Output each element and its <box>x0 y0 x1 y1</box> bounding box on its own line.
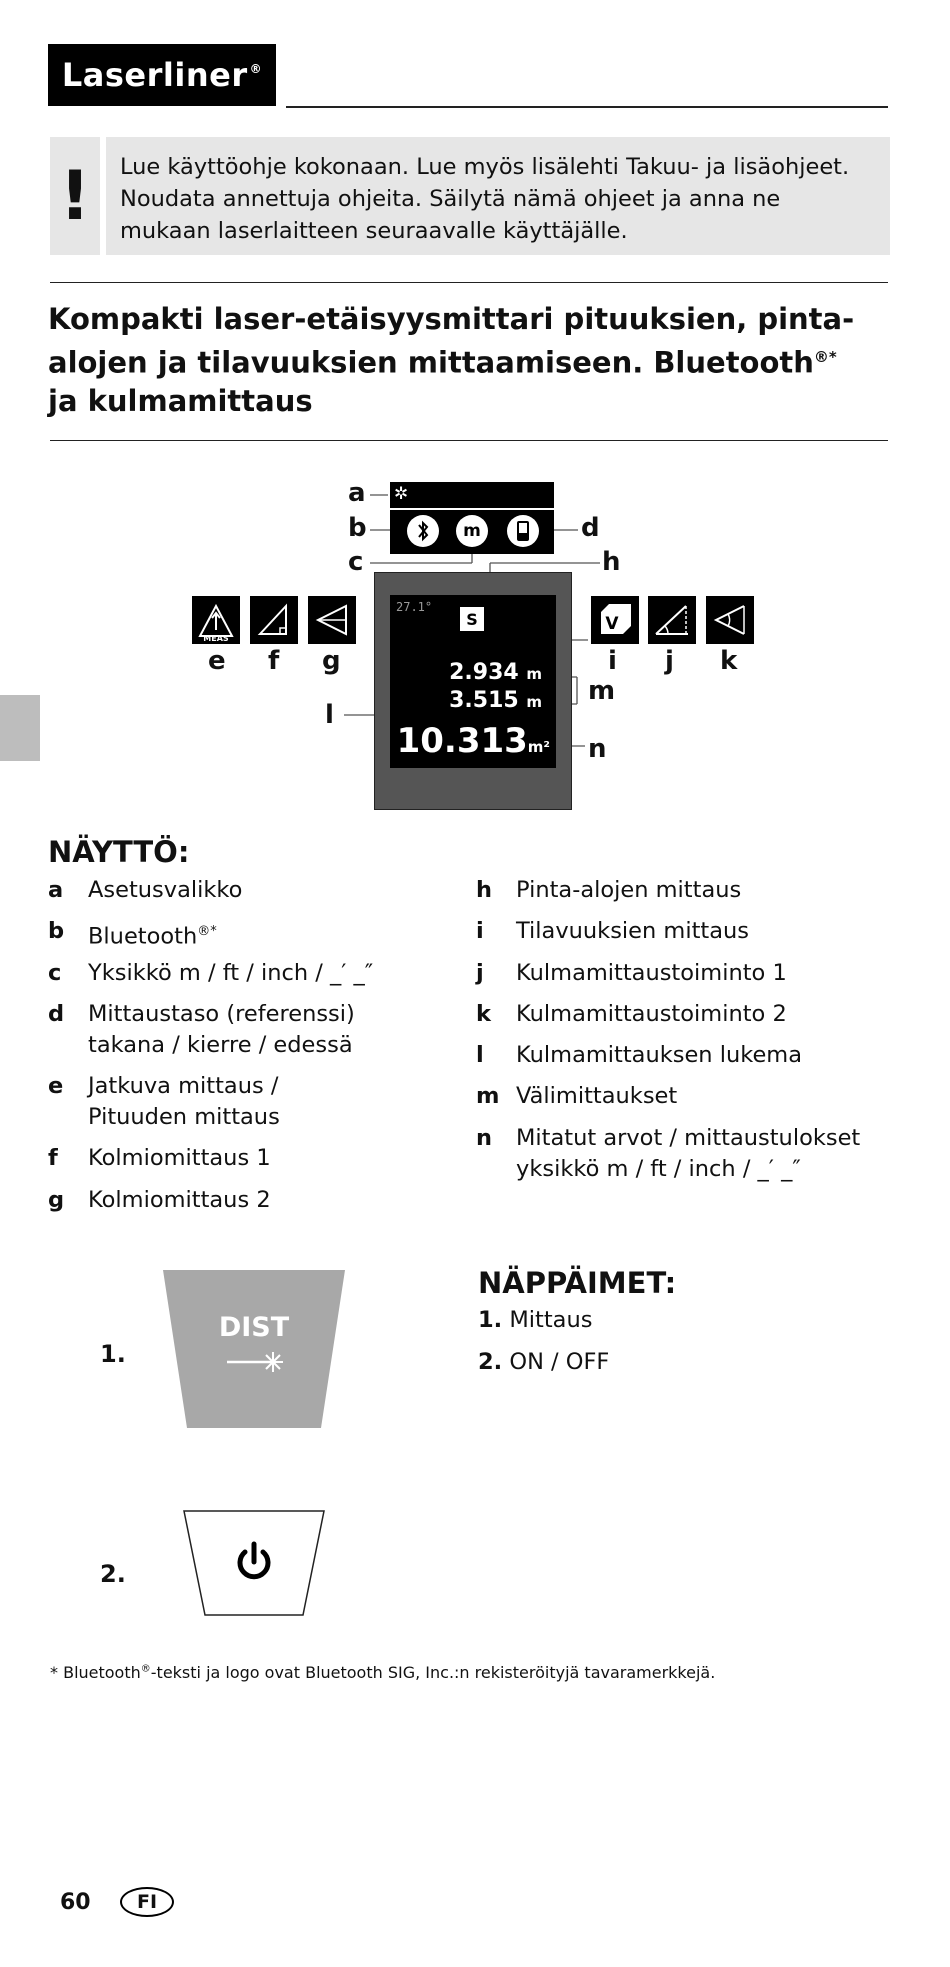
title-line: Kompakti laser-etäisyysmittari pituuksien, pinta- <box>48 302 855 336</box>
button-2-number: 2. <box>100 1560 126 1588</box>
warning-icon: ! <box>50 137 100 255</box>
power-icon <box>232 1540 276 1588</box>
warning-line: mukaan laserlaitteen seuraavalle käyttäjälle. <box>120 218 628 244</box>
language-badge: FI <box>120 1887 174 1917</box>
title-line: ja kulmamittaus <box>48 383 313 418</box>
status-bar <box>390 510 554 554</box>
label-k: k <box>720 646 738 676</box>
legend-key: l <box>476 1042 484 1068</box>
angle-function-2-icon <box>706 596 754 644</box>
legend-text: Kolmiomittaus 1 <box>88 1145 271 1171</box>
label-j: j <box>665 646 674 676</box>
warning-line: Lue käyttöohje kokonaan. Lue myös lisälehti Takuu- ja lisäohjeet. <box>120 154 850 180</box>
label-f: f <box>268 646 280 676</box>
label-m: m <box>588 676 616 706</box>
label-c: c <box>348 547 364 577</box>
keys-heading: NÄPPÄIMET: <box>478 1266 677 1300</box>
result: 10.313 <box>396 721 528 761</box>
power-button <box>183 1510 325 1616</box>
legend-text: Kolmiomittaus 2 <box>88 1187 271 1213</box>
label-n: n <box>588 734 607 764</box>
footnote-text: -teksti ja logo ovat Bluetooth SIG, Inc.:n rekisteröityjä tavaramerkkejä. <box>150 1663 716 1682</box>
legend-text: Tilavuuksien mittaus <box>516 918 750 944</box>
trademark-mark: ®* <box>197 924 217 939</box>
legend-key: h <box>476 877 493 903</box>
angle-reading: 27.1° <box>396 600 433 614</box>
triangle-measure-1-icon <box>250 596 298 644</box>
legend-key: g <box>48 1187 65 1213</box>
label-a: a <box>348 478 366 508</box>
key-number: 1. <box>478 1307 503 1333</box>
key-number: 2. <box>478 1349 503 1375</box>
bluetooth-icon <box>407 515 439 547</box>
key-text: Mittaus <box>509 1307 593 1333</box>
footnote-prefix: * Bluetooth <box>50 1663 141 1682</box>
label-g: g <box>322 646 341 676</box>
legend-text: Kulmamittaustoiminto 2 <box>516 1001 787 1027</box>
brand-name: Laserliner <box>61 56 248 94</box>
key-item <box>478 1347 609 1378</box>
legend-text: Pinta-alojen mittaus <box>516 877 742 903</box>
legend-key: d <box>48 1001 65 1027</box>
legend-key: b <box>48 918 65 944</box>
intermediate-value-2 <box>449 688 542 713</box>
settings-gear-icon: ✲ <box>394 484 409 504</box>
legend-key: i <box>476 918 484 944</box>
legend-text: Mittaustaso (referenssi) <box>88 1001 355 1027</box>
label-e: e <box>208 646 226 676</box>
result-unit: m² <box>527 738 550 756</box>
legend-text: Välimittaukset <box>516 1083 678 1109</box>
volume-measure-icon <box>591 596 639 644</box>
dist-button <box>163 1270 345 1428</box>
trademark-mark: ® <box>140 1663 151 1675</box>
label-l: l <box>325 700 334 730</box>
meas-text: MEAS <box>203 634 229 643</box>
legend-text: Kulmamittauksen lukema <box>516 1042 803 1068</box>
display-diagram <box>0 0 950 820</box>
volume-icon-text: V <box>605 614 619 634</box>
value1-unit: m <box>526 665 542 683</box>
legend-key: n <box>476 1125 493 1151</box>
triangle-measure-2-icon <box>308 596 356 644</box>
footnote <box>50 1663 715 1682</box>
legend-text: Pituuden mittaus <box>88 1104 280 1130</box>
legend-text: Bluetooth <box>88 923 198 950</box>
title-line: alojen ja tilavuuksien mittaamiseen. Bluetooth <box>48 345 814 380</box>
result-value <box>397 721 550 761</box>
value2-unit: m <box>526 693 542 711</box>
label-i: i <box>608 646 617 676</box>
legend-text: takana / kierre / edessä <box>88 1032 353 1058</box>
button-1-number: 1. <box>100 1340 126 1368</box>
page-number: 60 <box>60 1890 91 1915</box>
label-d: d <box>581 513 600 543</box>
warning-line: Noudata annettuja ohjeita. Säilytä nämä ohjeet ja anna ne <box>120 186 781 212</box>
label-b: b <box>348 513 367 543</box>
legend-key: k <box>476 1001 491 1027</box>
legend-key: e <box>48 1073 64 1099</box>
legend-text: Yksikkö m / ft / inch / _′ _″ <box>88 960 374 986</box>
key-text: ON / OFF <box>509 1349 610 1375</box>
legend-text: Asetusvalikko <box>88 877 243 903</box>
key-item <box>478 1305 592 1336</box>
legend-text: Mitatut arvot / mittaustulokset <box>516 1125 861 1151</box>
legend-key: m <box>476 1083 500 1109</box>
legend-key: j <box>476 960 484 986</box>
trademark-mark: ®* <box>813 348 837 366</box>
display-heading: NÄYTTÖ: <box>48 835 190 869</box>
intermediate-value-1 <box>449 660 542 685</box>
area-mode-icon: S <box>460 607 484 631</box>
value2: 3.515 <box>449 688 519 713</box>
legend-key: c <box>48 960 62 986</box>
legend-text: Jatkuva mittaus / <box>88 1073 279 1099</box>
reference-level-icon <box>507 515 539 547</box>
settings-bar <box>390 482 554 508</box>
legend-text: yksikkö m / ft / inch / _′ _″ <box>516 1156 801 1182</box>
unit-icon: m <box>456 515 488 547</box>
legend-text: Kulmamittaustoiminto 1 <box>516 960 787 986</box>
dist-label: DIST <box>218 1312 290 1343</box>
value1: 2.934 <box>449 660 519 685</box>
brand-mark: ® <box>249 62 263 76</box>
legend-key: a <box>48 877 64 903</box>
legend-key: f <box>48 1145 58 1171</box>
continuous-measure-icon <box>192 596 240 644</box>
display-screen <box>390 595 556 768</box>
angle-function-1-icon <box>648 596 696 644</box>
label-h: h <box>602 547 621 577</box>
